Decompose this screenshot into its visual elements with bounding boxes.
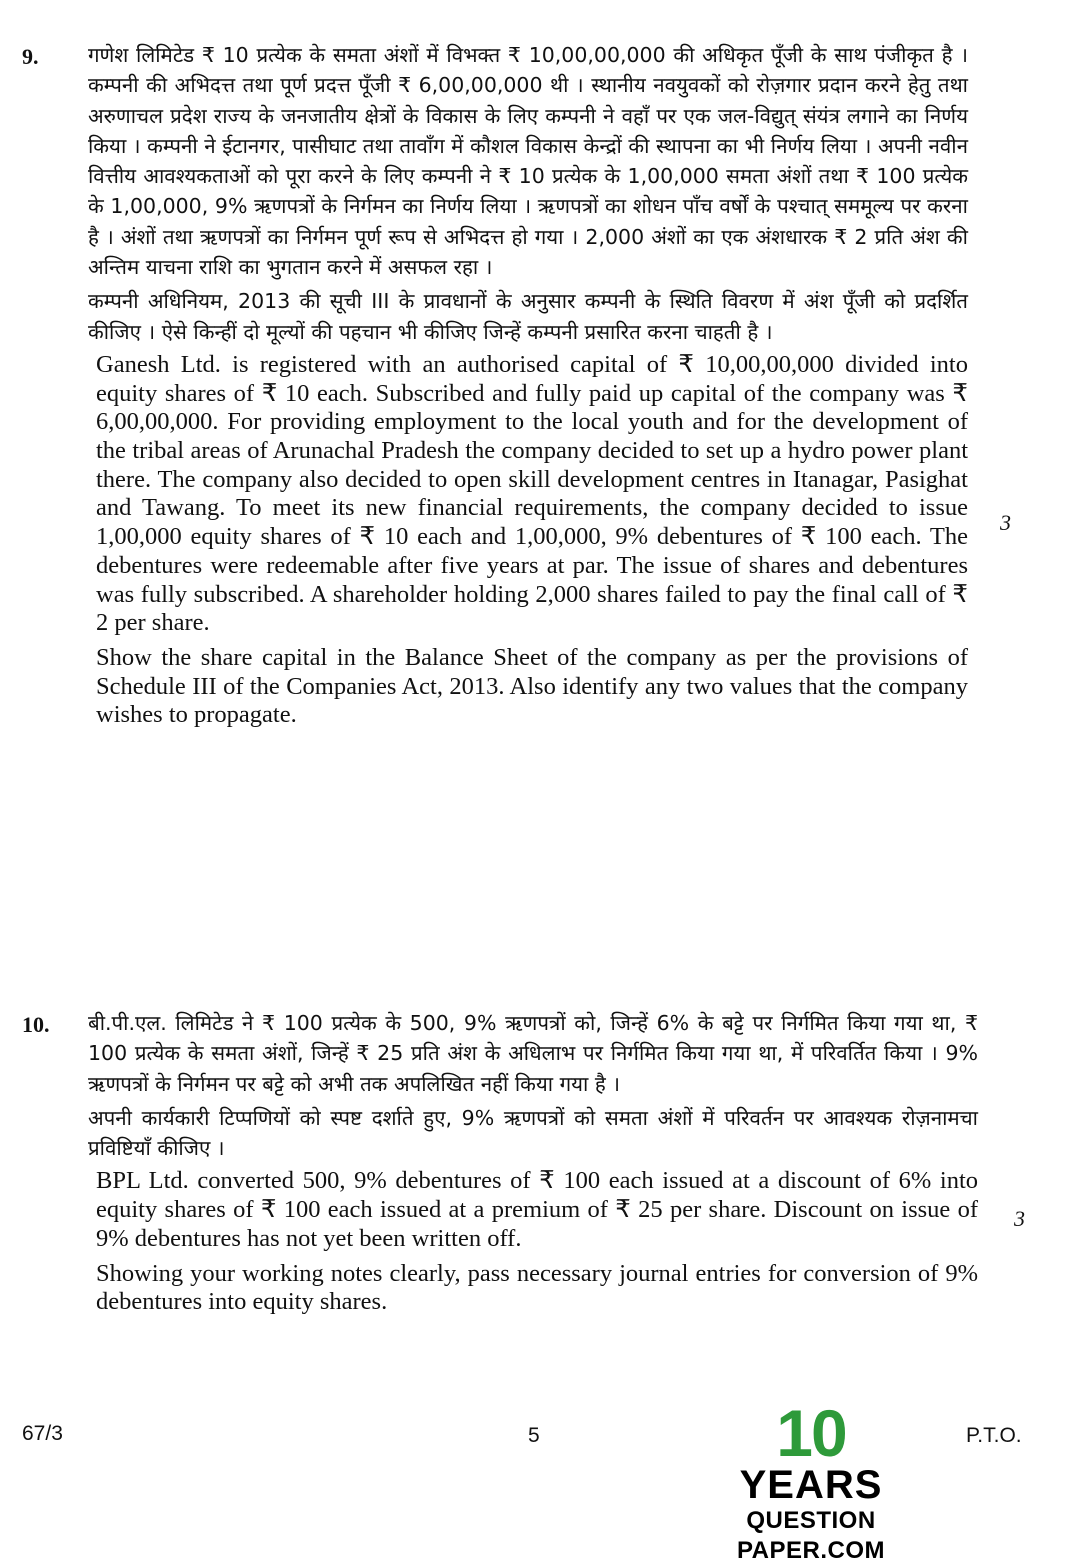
question-10-marks: 3 <box>1014 1206 1025 1231</box>
question-number: 10. <box>22 1012 50 1037</box>
question-number: 9. <box>22 44 39 69</box>
watermark-logo <box>686 1396 936 1566</box>
question-10-hindi-statement: बी.पी.एल. लिमिटेड ने ₹ 100 प्रत्येक के 500, 9% ऋणपत्रों को, जिन्हें 6% के बट्टे पर निर्गमित किया गया था, ₹ 100 प्रत्येक के समता अंशों, जिन्हें ₹ 25 प्रति अंश के अधिलाभ पर निर्गमित किया गया था, में परिवर्तित किया । 9% ऋणपत्रों के निर्गमन पर बट्टे को अभी तक अपलिखित नहीं किया गया है । <box>88 1011 978 1096</box>
question-10-english-statement: BPL Ltd. converted 500, 9% debentures of ₹ 100 each issued at a discount of 6% into equity shares of ₹ 100 each issued at a premium of ₹ 25 per share. Discount on issue of 9% debentures has not yet been written off. <box>96 1167 978 1252</box>
question-9-english-task: Show the share capital in the Balance Sheet of the company as per the provisions of Schedule III of the Companies Act, 2013. Also identify any two values that the company wishes to propagate. <box>96 644 968 729</box>
logo-years: YEARS <box>739 1463 883 1507</box>
question-10-hindi-task: अपनी कार्यकारी टिप्पणियों को स्पष्ट दर्शाते हुए, 9% ऋणपत्रों को समता अंशों में परिवर्तन पर आवश्यक रोज़नामचा प्रविष्टियाँ कीजिए । <box>88 1105 978 1161</box>
page-number: 5 <box>528 1424 540 1447</box>
paper-code: 67/3 <box>22 1422 63 1445</box>
question-10-english-task: Showing your working notes clearly, pass necessary journal entries for conversion of 9% debentures into equity shares. <box>96 1259 978 1316</box>
question-9-marks: 3 <box>1000 510 1011 535</box>
question-9-hindi-task: कम्पनी अधिनियम, 2013 की सूची III के प्रावधानों के अनुसार कम्पनी के स्थिति विवरण में अंश पूँजी को प्रदर्शित कीजिए । ऐसे किन्हीं दो मूल्यों की पहचान भी कीजिए जिन्हें कम्पनी प्रसारित करना चाहती है । <box>88 289 968 344</box>
question-9-english-statement: Ganesh Ltd. is registered with an authorised capital of ₹ 10,00,00,000 divided into equity shares of ₹ 10 each. Subscribed and fully paid up capital of the company was ₹ 6,00,00,000. For providing employment to the local youth and for the development of the tribal areas of Arunachal Pradesh the company decided to set up a hydro power plant there. The company also decided to open skill development centres in Itanagar, Pasighat and Tawang. To meet its new financial requirements, the company decided to issue 1,00,000 equity shares of ₹ 10 each and 1,00,000, 9% debentures of ₹ 100 each. The debentures were redeemable after five years at par. The issue of shares and debentures was fully subscribed. A shareholder holding 2,000 shares failed to pay the final call of ₹ 2 per share. <box>96 350 968 637</box>
logo-number: 10 <box>776 1396 846 1470</box>
question-9-hindi-statement: गणेश लिमिटेड ₹ 10 प्रत्येक के समता अंशों में विभक्त ₹ 10,00,00,000 की अधिकृत पूँजी के साथ पंजीकृत है । कम्पनी की अभिदत्त तथा पूर्ण प्रदत्त पूँजी ₹ 6,00,00,000 थी । स्थानीय नवयुवकों को रोज़गार प्रदान करने हेतु तथा अरुणाचल प्रदेश राज्य के जनजातीय क्षेत्रों के विकास के लिए कम्पनी ने वहाँ पर एक जल-विद्युत् संयंत्र लगाने का निर्णय किया । कम्पनी ने ईटानगर, पासीघाट तथा तावाँग में कौशल विकास केन्द्रों की स्थापना का भी निर्णय लिया । अपनी नवीन वित्तीय आवश्यकताओं को पूरा करने के लिए कम्पनी ने ₹ 10 प्रत्येक के 1,00,000 समता अंशों तथा ₹ 100 प्रत्येक के 1,00,000, 9% ऋणपत्रों के निर्गमन का निर्णय लिया । ऋणपत्रों का शोधन पाँच वर्षों के पश्चात् सममूल्य पर करना है । अंशों तथा ऋणपत्रों का निर्गमन पूर्ण रूप से अभिदत्त हो गया । 2,000 अंशों का एक अंशधारक ₹ 2 प्रति अंश की अन्तिम याचना राशि का भुगतान करने में असफल रहा । <box>88 43 968 280</box>
logo-site: QUESTION PAPER.COM <box>736 1507 886 1564</box>
pto-label: P.T.O. <box>966 1424 1022 1447</box>
question-10-body <box>88 1008 978 1323</box>
question-9-body <box>88 40 968 736</box>
